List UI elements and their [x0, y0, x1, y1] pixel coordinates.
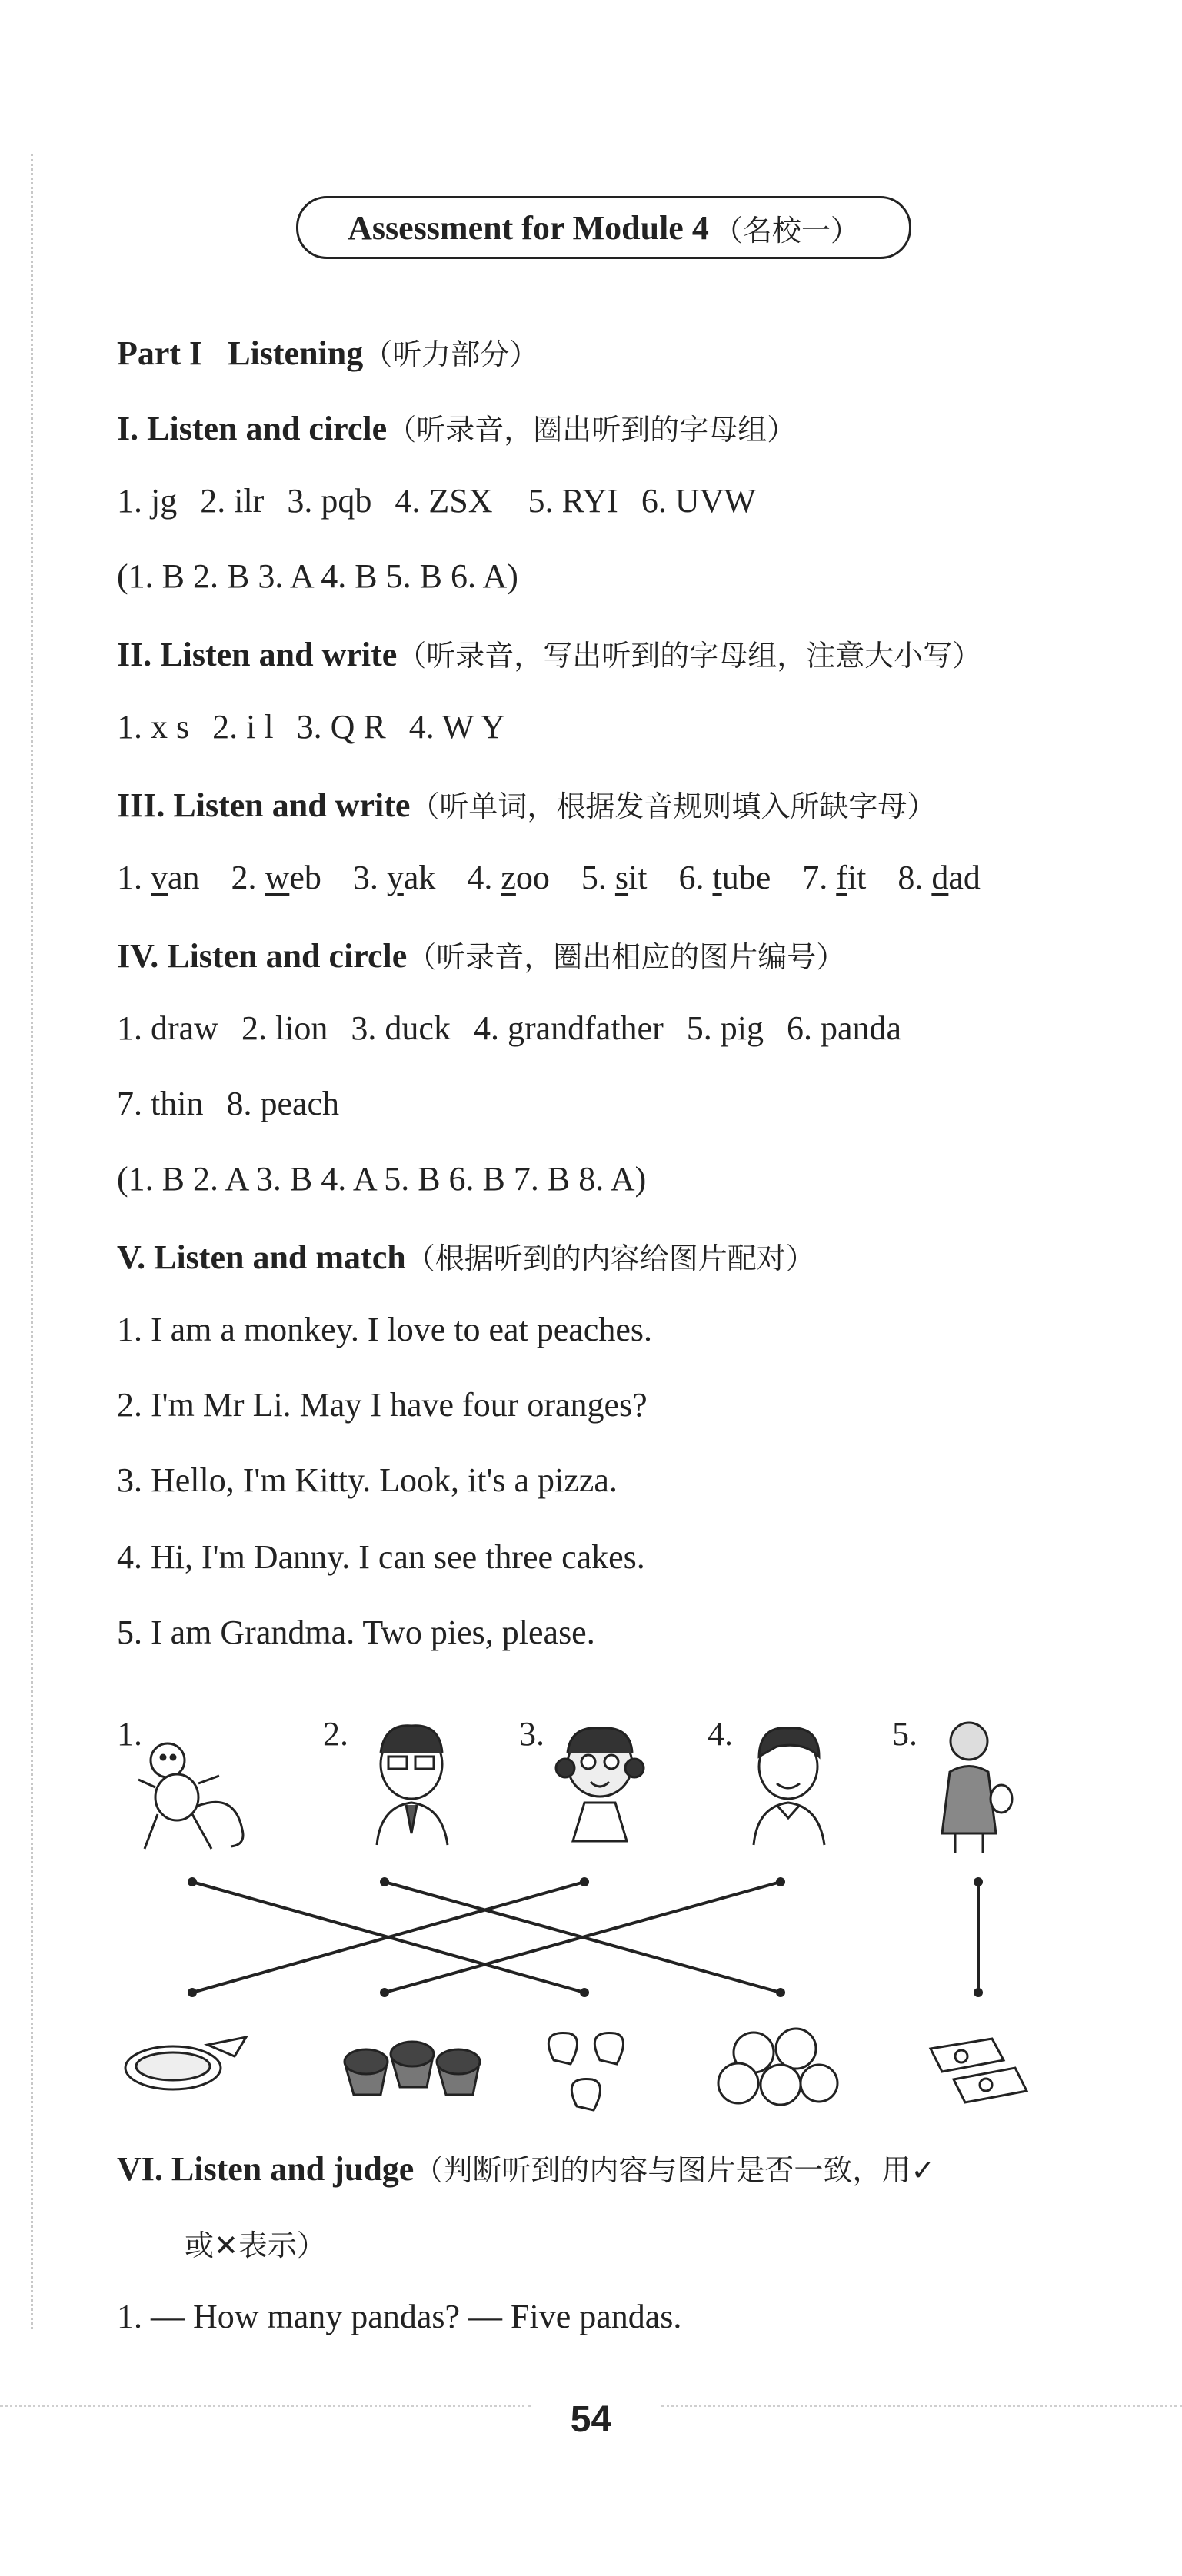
section5-heading: V. Listen and match（根据听到的内容给图片配对）: [117, 1238, 815, 1276]
page-title: [296, 196, 911, 259]
sentence-4: 4. Hi, I'm Danny. I can see three cakes.: [117, 1538, 645, 1576]
monkey-picture: [138, 1743, 243, 1849]
section3-items: 1. van 2. web 3. yak 4. zoo 5. sit 6. tube 7. fit 8. dad: [117, 859, 981, 896]
sentence-3: 3. Hello, I'm Kitty. Look, it's a pizza.: [117, 1461, 618, 1499]
cakes-picture: [345, 2042, 480, 2095]
danny-picture: [754, 1728, 824, 1845]
section6-heading-cont: 或✕表示）: [185, 2229, 326, 2262]
section4-heading: IV. Listen and circle（听录音，圈出相应的图片编号）: [117, 937, 846, 975]
section4-answers: (1. B 2. A 3. B 4. A 5. B 6. B 7. B 8. A): [117, 1160, 647, 1198]
margin-dotted-line: [31, 154, 33, 2329]
section2-heading: II. Listen and write（听录音，写出听到的字母组，注意大小写）: [117, 636, 982, 673]
section3-heading: III. Listen and write（听单词，根据发音规则填入所缺字母）: [117, 786, 937, 824]
pizza-picture: [125, 2037, 246, 2089]
section2-items: 1. x s 2. i l 3. Q R 4. W Y: [117, 708, 505, 746]
oranges-picture: [718, 2029, 837, 2105]
page-number: 54: [570, 2399, 612, 2440]
matching-illustration: [100, 1707, 1077, 2122]
part1-heading: Part I Listening（听力部分）: [117, 334, 539, 372]
section4-items-row1: 1. draw 2. lion 3. duck 4. grandfather 5. pig 6. panda: [117, 1009, 902, 1047]
pic-number-2: 2.: [323, 1715, 348, 1753]
title-cn: （名校一）: [713, 213, 860, 248]
kitty-picture: [556, 1728, 644, 1841]
pic-number-5: 5.: [892, 1715, 917, 1753]
pic-number-3: 3.: [519, 1715, 544, 1753]
section1-heading: I. Listen and circle（听录音，圈出听到的字母组）: [117, 410, 797, 447]
pic-number-4: 4.: [708, 1715, 733, 1753]
grandma-picture: [942, 1723, 1012, 1853]
section6-heading: VI. Listen and judge（判断听到的内容与图片是否一致，用✓: [117, 2150, 936, 2188]
section1-items: 1. jg 2. ilr 3. pqb 4. ZSX 5. RYI 6. UVW: [117, 482, 756, 520]
pies-picture: [931, 2039, 1027, 2102]
section6-item-1: 1. — How many pandas? — Five pandas.: [117, 2298, 682, 2335]
sentence-2: 2. I'm Mr Li. May I have four oranges?: [117, 1386, 648, 1424]
peaches-picture: [548, 2033, 623, 2110]
section4-items-row2: 7. thin 8. peach: [117, 1085, 340, 1122]
mr-li-picture: [377, 1726, 448, 1845]
title-main: Assessment for Module 4: [348, 208, 709, 247]
pic-number-1: 1.: [117, 1715, 142, 1753]
sentence-1: 1. I am a monkey. I love to eat peaches.: [117, 1311, 652, 1348]
section1-answers: (1. B 2. B 3. A 4. B 5. B 6. A): [117, 557, 518, 595]
sentence-5: 5. I am Grandma. Two pies, please.: [117, 1614, 595, 1651]
